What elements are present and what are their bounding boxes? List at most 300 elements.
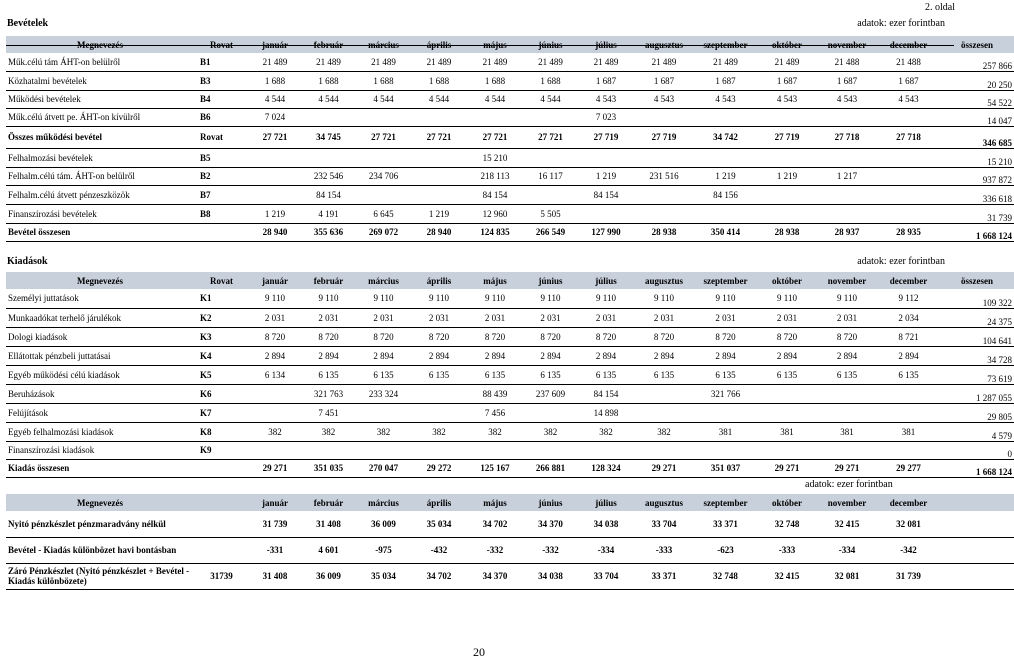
- expense-row-value: 2 031: [634, 308, 694, 327]
- expense-row-value: 321 766: [694, 384, 757, 403]
- income-row-value: 21 489: [301, 53, 356, 71]
- income-row-code: B6: [194, 108, 249, 126]
- expense-row-code: K4: [194, 346, 249, 365]
- expense-row-value: 382: [301, 422, 356, 441]
- income-row-value: 1 219: [411, 204, 467, 223]
- balance-row-value: 36 009: [356, 511, 411, 537]
- expense-row-value: [301, 441, 356, 459]
- income-row-value: 27 721: [523, 126, 578, 148]
- balance-row-value: -334: [817, 537, 877, 563]
- expense-row-value: 351 037: [694, 459, 757, 477]
- income-row-value: 6 645: [356, 204, 411, 223]
- expense-row-value: 233 324: [356, 384, 411, 403]
- expense-row-value: 7 456: [467, 403, 523, 422]
- expense-row-value: 9 110: [411, 289, 467, 308]
- balance-row-value: -623: [694, 537, 757, 563]
- balance-row-total: [940, 511, 1014, 537]
- expense-row-value: [817, 441, 877, 459]
- table-row: [6, 459, 1014, 477]
- expense-row-code: K7: [194, 403, 249, 422]
- balance-row-value: -333: [757, 537, 817, 563]
- income-row-value: [634, 108, 694, 126]
- expense-row-value: 6 135: [694, 365, 757, 384]
- income-header-month: augusztus: [634, 36, 694, 53]
- expense-row-value: 2 894: [249, 346, 301, 365]
- income-row-value: 84 154: [467, 185, 523, 204]
- income-row-value: 355 636: [301, 223, 356, 241]
- income-row-value: 27 719: [757, 126, 817, 148]
- balance-row-value: 33 371: [634, 563, 694, 589]
- table-row: [6, 563, 1014, 589]
- table-row: [6, 204, 1014, 223]
- income-row-code: B4: [194, 90, 249, 108]
- expense-row-value: 382: [523, 422, 578, 441]
- expense-row-value: [249, 441, 301, 459]
- expense-row-value: [634, 384, 694, 403]
- expense-row-value: 2 031: [467, 308, 523, 327]
- expense-row-total: 24 375: [940, 308, 1014, 327]
- table-row: [6, 403, 1014, 422]
- income-row-value: 4 544: [249, 90, 301, 108]
- expense-row-value: 6 135: [578, 365, 634, 384]
- income-row-value: 21 489: [249, 53, 301, 71]
- expense-row-value: 8 720: [694, 327, 757, 346]
- expense-header-month: július: [578, 272, 634, 289]
- expense-row-value: 2 894: [694, 346, 757, 365]
- income-row-value: 4 543: [817, 90, 877, 108]
- table-row: [6, 223, 1014, 241]
- balance-row-code: [194, 537, 249, 563]
- expense-header-row: [6, 272, 1014, 289]
- balance-row-value: 33 704: [578, 563, 634, 589]
- income-row-value: 27 719: [634, 126, 694, 148]
- income-row-name: Működési bevételek: [6, 90, 194, 108]
- balance-row-value: 34 038: [523, 563, 578, 589]
- expense-row-value: 8 720: [634, 327, 694, 346]
- expense-row-value: [467, 441, 523, 459]
- expense-row-value: 9 110: [301, 289, 356, 308]
- expense-row-total: 4 579: [940, 422, 1014, 441]
- table-row: [6, 148, 1014, 167]
- expense-row-code: K8: [194, 422, 249, 441]
- expense-row-value: 6 135: [817, 365, 877, 384]
- income-row-value: 4 543: [634, 90, 694, 108]
- income-row-value: [757, 185, 817, 204]
- expense-row-value: 14 898: [578, 403, 634, 422]
- expense-row-value: 6 135: [301, 365, 356, 384]
- expense-row-value: [411, 384, 467, 403]
- balance-header-month: november: [817, 494, 877, 511]
- expense-row-value: [877, 441, 940, 459]
- expense-row-value: 9 112: [877, 289, 940, 308]
- expense-row-name: Felújítások: [6, 403, 194, 422]
- expense-row-value: 382: [411, 422, 467, 441]
- income-table-divider: [6, 45, 954, 46]
- balance-row-value: 31 408: [249, 563, 301, 589]
- balance-header-month: május: [467, 494, 523, 511]
- balance-row-name: Záró Pénzkészlet (Nyitó pénzkészlet + Bevétel - Kiadás különbözete): [6, 563, 194, 589]
- expense-header-month: május: [467, 272, 523, 289]
- balance-row-value: 31 739: [249, 511, 301, 537]
- income-row-value: 1 688: [467, 71, 523, 90]
- income-row-value: 4 543: [578, 90, 634, 108]
- expense-row-value: [757, 384, 817, 403]
- balance-header-month: március: [356, 494, 411, 511]
- income-row-value: 21 489: [411, 53, 467, 71]
- income-row-total: 1 668 124: [940, 223, 1014, 241]
- expense-row-value: 6 135: [634, 365, 694, 384]
- income-row-value: 28 937: [817, 223, 877, 241]
- income-row-value: 21 489: [578, 53, 634, 71]
- income-row-value: 27 718: [877, 126, 940, 148]
- balance-row-total: [940, 537, 1014, 563]
- expense-row-value: 2 894: [356, 346, 411, 365]
- balance-row-value: 32 748: [757, 511, 817, 537]
- expense-header-month: december: [877, 272, 940, 289]
- balance-header-month: február: [301, 494, 356, 511]
- expense-row-value: 29 271: [757, 459, 817, 477]
- income-row-value: [634, 185, 694, 204]
- income-header-month: február: [301, 36, 356, 53]
- income-row-value: 234 706: [356, 167, 411, 185]
- income-row-value: 1 219: [249, 204, 301, 223]
- expense-row-value: [523, 441, 578, 459]
- income-row-value: [411, 167, 467, 185]
- table-row: [6, 422, 1014, 441]
- expense-row-value: 381: [757, 422, 817, 441]
- table-row: [6, 167, 1014, 185]
- income-row-value: 21 489: [634, 53, 694, 71]
- expense-row-value: 381: [877, 422, 940, 441]
- income-row-value: [694, 204, 757, 223]
- expense-row-value: [578, 441, 634, 459]
- expense-header-month: június: [523, 272, 578, 289]
- balance-row-value: 34 702: [411, 563, 467, 589]
- income-row-value: 16 117: [523, 167, 578, 185]
- expense-row-value: [411, 403, 467, 422]
- income-row-value: 28 940: [249, 223, 301, 241]
- expense-row-value: [356, 441, 411, 459]
- expense-row-value: [634, 441, 694, 459]
- income-row-value: 1 217: [817, 167, 877, 185]
- balance-row-value: 31 739: [877, 563, 940, 589]
- income-row-value: 1 688: [249, 71, 301, 90]
- balance-row-value: -332: [467, 537, 523, 563]
- expense-row-value: 2 031: [757, 308, 817, 327]
- expense-row-value: 9 110: [356, 289, 411, 308]
- income-row-value: 12 960: [467, 204, 523, 223]
- income-row-value: 4 544: [356, 90, 411, 108]
- expense-row-code: K3: [194, 327, 249, 346]
- income-row-value: [578, 204, 634, 223]
- expense-row-name: Egyéb felhalmozási kiadások: [6, 422, 194, 441]
- income-row-name: Bevétel összesen: [6, 223, 194, 241]
- balance-header-month: április: [411, 494, 467, 511]
- income-row-code: B8: [194, 204, 249, 223]
- expense-row-value: [694, 441, 757, 459]
- income-row-value: [877, 204, 940, 223]
- expense-row-name: Személyi juttatások: [6, 289, 194, 308]
- income-row-value: 28 940: [411, 223, 467, 241]
- income-row-value: [523, 148, 578, 167]
- income-row-total: 14 047: [940, 108, 1014, 126]
- income-row-value: [634, 148, 694, 167]
- income-row-name: Műk.célú tám ÁHT-on belülről: [6, 53, 194, 71]
- expense-row-value: 29 271: [249, 459, 301, 477]
- table-row: [6, 384, 1014, 403]
- expense-row-code: K9: [194, 441, 249, 459]
- balance-row-value: -331: [249, 537, 301, 563]
- income-row-value: [301, 148, 356, 167]
- income-row-value: 127 990: [578, 223, 634, 241]
- income-row-name: Műk.célú átvett pe. ÁHT-on kívülről: [6, 108, 194, 126]
- expense-row-value: 2 894: [634, 346, 694, 365]
- income-row-total: 15 210: [940, 148, 1014, 167]
- expense-row-value: 2 034: [877, 308, 940, 327]
- expense-row-name: Egyéb működési célú kiadások: [6, 365, 194, 384]
- balance-row-value: -333: [634, 537, 694, 563]
- expense-row-value: 29 271: [634, 459, 694, 477]
- income-row-value: 350 414: [694, 223, 757, 241]
- expense-row-name: Kiadás összesen: [6, 459, 194, 477]
- income-row-value: 1 688: [301, 71, 356, 90]
- income-row-value: 27 721: [411, 126, 467, 148]
- income-header-month: március: [356, 36, 411, 53]
- income-row-value: 1 687: [578, 71, 634, 90]
- expense-table: [6, 272, 1014, 478]
- expense-row-code: K1: [194, 289, 249, 308]
- expense-header-month: szeptember: [694, 272, 757, 289]
- balance-row-value: 32 415: [817, 511, 877, 537]
- income-row-value: 21 489: [523, 53, 578, 71]
- balance-row-value: -334: [578, 537, 634, 563]
- income-row-code: B7: [194, 185, 249, 204]
- income-row-value: 27 721: [356, 126, 411, 148]
- income-row-value: [817, 204, 877, 223]
- expense-row-value: 8 720: [578, 327, 634, 346]
- income-row-value: 7 024: [249, 108, 301, 126]
- balance-row-value: 35 034: [356, 563, 411, 589]
- income-row-value: [411, 108, 467, 126]
- income-row-code: B1: [194, 53, 249, 71]
- balance-header-month: december: [877, 494, 940, 511]
- page-label: 2. oldal: [925, 2, 955, 13]
- income-row-value: 1 687: [694, 71, 757, 90]
- expense-row-code: K6: [194, 384, 249, 403]
- expense-row-value: 382: [578, 422, 634, 441]
- income-row-name: Közhatalmi bevételek: [6, 71, 194, 90]
- income-header-month: november: [817, 36, 877, 53]
- table-row: [6, 289, 1014, 308]
- table-row: [6, 537, 1014, 563]
- expense-row-value: 128 324: [578, 459, 634, 477]
- expense-row-value: 84 154: [578, 384, 634, 403]
- table-row: [6, 327, 1014, 346]
- income-row-value: 27 721: [467, 126, 523, 148]
- expense-row-name: Munkaadókat terhelő járulékok: [6, 308, 194, 327]
- expense-row-value: [877, 384, 940, 403]
- expense-row-value: 9 110: [817, 289, 877, 308]
- income-row-value: [817, 185, 877, 204]
- income-header-month: szeptember: [694, 36, 757, 53]
- balance-header-month: január: [249, 494, 301, 511]
- income-row-name: Felhalm.célú tám. ÁHT-on belülről: [6, 167, 194, 185]
- income-row-value: 4 191: [301, 204, 356, 223]
- income-row-value: 5 505: [523, 204, 578, 223]
- table-row: [6, 185, 1014, 204]
- income-row-value: 4 544: [411, 90, 467, 108]
- expense-row-value: [411, 441, 467, 459]
- balance-row-name: Nyitó pénzkészlet pénzmaradvány nélkül: [6, 511, 194, 537]
- balance-row-value: 36 009: [301, 563, 356, 589]
- expense-row-value: 2 894: [467, 346, 523, 365]
- balance-row-value: -975: [356, 537, 411, 563]
- expense-row-value: 8 720: [356, 327, 411, 346]
- expense-row-value: 6 135: [523, 365, 578, 384]
- balance-row-value: 33 704: [634, 511, 694, 537]
- income-row-value: 84 154: [301, 185, 356, 204]
- income-row-value: 21 488: [817, 53, 877, 71]
- expense-row-value: 6 135: [356, 365, 411, 384]
- income-row-value: [877, 185, 940, 204]
- balance-row-total: [940, 563, 1014, 589]
- income-row-value: 1 688: [523, 71, 578, 90]
- table-row: [6, 308, 1014, 327]
- expense-row-value: [523, 403, 578, 422]
- expense-row-value: 270 047: [356, 459, 411, 477]
- expense-row-code: [194, 459, 249, 477]
- income-header-month: április: [411, 36, 467, 53]
- expense-row-total: 1 668 124: [940, 459, 1014, 477]
- expense-row-total: 0: [940, 441, 1014, 459]
- income-row-value: [757, 148, 817, 167]
- income-header-month: május: [467, 36, 523, 53]
- income-row-value: [411, 148, 467, 167]
- expense-row-value: 2 894: [757, 346, 817, 365]
- table-row: [6, 346, 1014, 365]
- expense-row-value: 6 134: [249, 365, 301, 384]
- table-row: [6, 441, 1014, 459]
- expense-row-value: 2 031: [356, 308, 411, 327]
- expense-header-total: összesen: [940, 272, 1014, 289]
- income-header-total: összesen: [940, 36, 1014, 53]
- expense-header-name: Megnevezés: [6, 272, 194, 289]
- income-row-value: [694, 108, 757, 126]
- table-row: [6, 53, 1014, 71]
- income-row-value: 4 543: [694, 90, 757, 108]
- balance-row-value: -342: [877, 537, 940, 563]
- balance-row-value: 34 370: [467, 563, 523, 589]
- expense-row-value: [249, 384, 301, 403]
- income-row-value: 28 935: [877, 223, 940, 241]
- income-row-value: [523, 108, 578, 126]
- expense-row-value: 382: [249, 422, 301, 441]
- balance-header-month: július: [578, 494, 634, 511]
- balance-row-value: 32 081: [877, 511, 940, 537]
- expense-row-value: 2 894: [877, 346, 940, 365]
- income-row-code: [194, 223, 249, 241]
- income-title: Bevételek: [7, 18, 49, 29]
- income-row-value: 84 156: [694, 185, 757, 204]
- income-row-value: 1 687: [757, 71, 817, 90]
- income-row-value: 4 544: [523, 90, 578, 108]
- income-row-value: 21 489: [757, 53, 817, 71]
- expense-row-name: Beruházások: [6, 384, 194, 403]
- income-row-value: [249, 185, 301, 204]
- income-header-month: július: [578, 36, 634, 53]
- income-row-value: [634, 204, 694, 223]
- income-row-value: 1 219: [757, 167, 817, 185]
- balance-row-value: 35 034: [411, 511, 467, 537]
- income-row-value: [694, 148, 757, 167]
- expense-row-value: 8 720: [523, 327, 578, 346]
- income-row-code: B2: [194, 167, 249, 185]
- income-row-value: 28 938: [757, 223, 817, 241]
- income-row-value: [817, 148, 877, 167]
- income-row-total: 31 739: [940, 204, 1014, 223]
- balance-header-month: augusztus: [634, 494, 694, 511]
- income-row-total: 336 618: [940, 185, 1014, 204]
- income-row-value: 27 719: [578, 126, 634, 148]
- balance-row-value: 4 601: [301, 537, 356, 563]
- expense-row-value: 9 110: [249, 289, 301, 308]
- income-row-value: [356, 148, 411, 167]
- income-row-name: Felhalm.célú átvett pénzeszközök: [6, 185, 194, 204]
- income-header-month: január: [249, 36, 301, 53]
- income-row-value: [249, 148, 301, 167]
- income-row-value: 1 687: [817, 71, 877, 90]
- balance-header-month: június: [523, 494, 578, 511]
- expense-row-value: 9 110: [523, 289, 578, 308]
- balance-row-value: 34 370: [523, 511, 578, 537]
- balance-unit: adatok: ezer forintban: [805, 479, 893, 490]
- balance-header-code: [194, 494, 249, 511]
- expense-row-value: 2 894: [523, 346, 578, 365]
- balance-table: [6, 494, 1014, 590]
- income-row-value: 4 543: [877, 90, 940, 108]
- income-row-value: 1 687: [634, 71, 694, 90]
- income-header-code: Rovat: [194, 36, 249, 53]
- income-row-value: 84 154: [578, 185, 634, 204]
- balance-header-name: Megnevezés: [6, 494, 194, 511]
- expense-header-month: április: [411, 272, 467, 289]
- income-header-month: december: [877, 36, 940, 53]
- income-row-value: 4 543: [757, 90, 817, 108]
- expense-header-month: október: [757, 272, 817, 289]
- table-row: [6, 90, 1014, 108]
- income-row-total: 346 685: [940, 126, 1014, 148]
- expense-row-value: 29 272: [411, 459, 467, 477]
- income-header-name: Megnevezés: [6, 36, 194, 53]
- expense-row-value: 8 720: [301, 327, 356, 346]
- expense-row-value: [757, 403, 817, 422]
- expense-row-total: 34 728: [940, 346, 1014, 365]
- income-header-month: június: [523, 36, 578, 53]
- income-row-value: [249, 167, 301, 185]
- balance-header-month: szeptember: [694, 494, 757, 511]
- income-row-value: [356, 108, 411, 126]
- balance-row-code: 31739: [194, 563, 249, 589]
- income-row-value: 4 544: [467, 90, 523, 108]
- expense-row-value: 6 135: [467, 365, 523, 384]
- expense-row-code: K2: [194, 308, 249, 327]
- expense-row-name: Ellátottak pénzbeli juttatásai: [6, 346, 194, 365]
- balance-row-name: Bevétel - Kiadás különbözet havi bontásban: [6, 537, 194, 563]
- expense-row-value: 29 271: [817, 459, 877, 477]
- income-row-value: [877, 148, 940, 167]
- expense-unit: adatok: ezer forintban: [857, 256, 945, 267]
- expense-row-value: 9 110: [757, 289, 817, 308]
